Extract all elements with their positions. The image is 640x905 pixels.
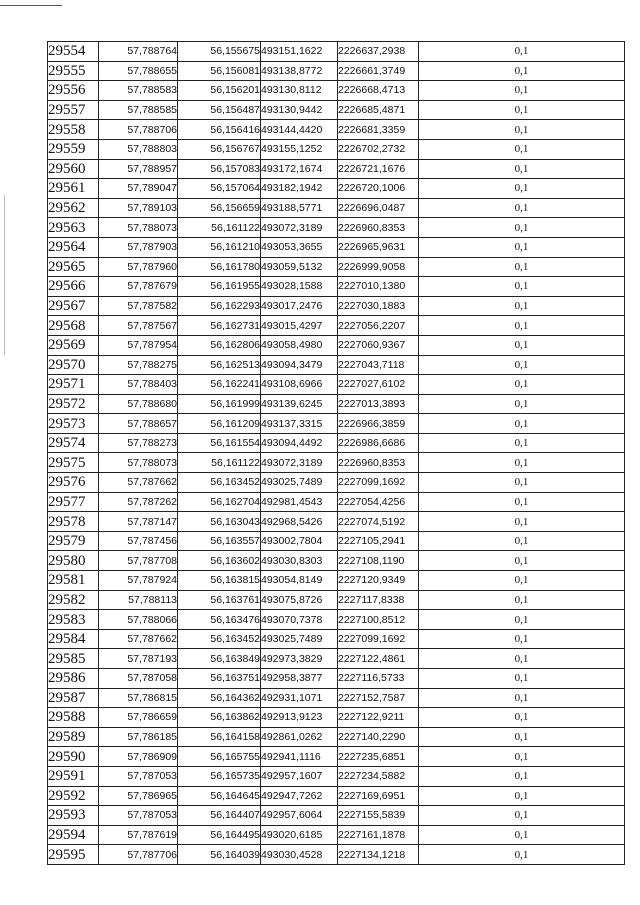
value-cell: 0,1	[419, 42, 625, 62]
point-number-cell: 29586	[48, 669, 99, 689]
y-coordinate-cell: 2227161,1878	[338, 825, 419, 845]
x-coordinate-cell: 493002,7804	[261, 531, 338, 551]
latitude-cell: 57,788403	[99, 375, 178, 395]
value-cell: 0,1	[419, 100, 625, 120]
value-cell: 0,1	[419, 473, 625, 493]
x-coordinate-cell: 493155,1252	[261, 139, 338, 159]
y-coordinate-cell: 2227013,3893	[338, 394, 419, 414]
value-cell: 0,1	[419, 747, 625, 767]
point-number-cell: 29572	[48, 394, 99, 414]
value-cell: 0,1	[419, 218, 625, 238]
table-row	[48, 649, 625, 669]
table-row	[48, 355, 625, 375]
latitude-cell: 57,788655	[99, 61, 178, 81]
y-coordinate-cell: 2227134,1218	[338, 845, 419, 865]
value-cell: 0,1	[419, 120, 625, 140]
value-cell: 0,1	[419, 492, 625, 512]
point-number-cell: 29590	[48, 747, 99, 767]
point-number-cell: 29561	[48, 179, 99, 199]
value-cell: 0,1	[419, 649, 625, 669]
value-cell: 0,1	[419, 727, 625, 747]
longitude-cell: 56,162704	[178, 492, 261, 512]
y-coordinate-cell: 2226960,8353	[338, 218, 419, 238]
value-cell: 0,1	[419, 708, 625, 728]
x-coordinate-cell: 492957,6064	[261, 806, 338, 826]
value-cell: 0,1	[419, 766, 625, 786]
y-coordinate-cell: 2226999,9058	[338, 257, 419, 277]
longitude-cell: 56,156201	[178, 81, 261, 101]
point-number-cell: 29557	[48, 100, 99, 120]
longitude-cell: 56,156081	[178, 61, 261, 81]
x-coordinate-cell: 493072,3189	[261, 453, 338, 473]
y-coordinate-cell: 2226960,8353	[338, 453, 419, 473]
y-coordinate-cell: 2227099,1692	[338, 473, 419, 493]
value-cell: 0,1	[419, 786, 625, 806]
longitude-cell: 56,164645	[178, 786, 261, 806]
x-coordinate-cell: 493054,8149	[261, 571, 338, 591]
x-coordinate-cell: 492958,3877	[261, 669, 338, 689]
table-row	[48, 257, 625, 277]
latitude-cell: 57,787903	[99, 237, 178, 257]
latitude-cell: 57,787567	[99, 316, 178, 336]
latitude-cell: 57,786909	[99, 747, 178, 767]
longitude-cell: 56,163862	[178, 708, 261, 728]
y-coordinate-cell: 2227120,9349	[338, 571, 419, 591]
point-number-cell: 29562	[48, 198, 99, 218]
value-cell: 0,1	[419, 571, 625, 591]
longitude-cell: 56,163751	[178, 669, 261, 689]
coordinates-table	[47, 41, 625, 865]
table-row	[48, 335, 625, 355]
table-row	[48, 845, 625, 865]
point-number-cell: 29588	[48, 708, 99, 728]
table-row	[48, 277, 625, 297]
table-row	[48, 629, 625, 649]
x-coordinate-cell: 493108,6966	[261, 375, 338, 395]
longitude-cell: 56,161999	[178, 394, 261, 414]
x-coordinate-cell: 493144,4420	[261, 120, 338, 140]
value-cell: 0,1	[419, 237, 625, 257]
table-row	[48, 179, 625, 199]
x-coordinate-cell: 492981,4543	[261, 492, 338, 512]
y-coordinate-cell: 2227234,5882	[338, 766, 419, 786]
x-coordinate-cell: 493151,1622	[261, 42, 338, 62]
longitude-cell: 56,162293	[178, 296, 261, 316]
y-coordinate-cell: 2226720,1006	[338, 179, 419, 199]
x-coordinate-cell: 493137,3315	[261, 414, 338, 434]
table-row	[48, 433, 625, 453]
x-coordinate-cell: 493138,8772	[261, 61, 338, 81]
x-coordinate-cell: 493030,8303	[261, 551, 338, 571]
x-coordinate-cell: 493020,6185	[261, 825, 338, 845]
x-coordinate-cell: 492931,1071	[261, 688, 338, 708]
table-row	[48, 531, 625, 551]
longitude-cell: 56,162513	[178, 355, 261, 375]
table-row	[48, 375, 625, 395]
longitude-cell: 56,165755	[178, 747, 261, 767]
table-row	[48, 766, 625, 786]
x-coordinate-cell: 493030,4528	[261, 845, 338, 865]
point-number-cell: 29576	[48, 473, 99, 493]
table-body	[48, 42, 625, 865]
latitude-cell: 57,787193	[99, 649, 178, 669]
longitude-cell: 56,161122	[178, 218, 261, 238]
value-cell: 0,1	[419, 669, 625, 689]
value-cell: 0,1	[419, 610, 625, 630]
point-number-cell: 29583	[48, 610, 99, 630]
latitude-cell: 57,788803	[99, 139, 178, 159]
y-coordinate-cell: 2226681,3359	[338, 120, 419, 140]
latitude-cell: 57,787053	[99, 766, 178, 786]
y-coordinate-cell: 2226721,1676	[338, 159, 419, 179]
point-number-cell: 29573	[48, 414, 99, 434]
table-row	[48, 786, 625, 806]
point-number-cell: 29581	[48, 571, 99, 591]
x-coordinate-cell: 492968,5426	[261, 512, 338, 532]
value-cell: 0,1	[419, 335, 625, 355]
value-cell: 0,1	[419, 159, 625, 179]
table-row	[48, 296, 625, 316]
y-coordinate-cell: 2227027,6102	[338, 375, 419, 395]
y-coordinate-cell: 2226986,6686	[338, 433, 419, 453]
longitude-cell: 56,156487	[178, 100, 261, 120]
longitude-cell: 56,163557	[178, 531, 261, 551]
latitude-cell: 57,787619	[99, 825, 178, 845]
longitude-cell: 56,161209	[178, 414, 261, 434]
x-coordinate-cell: 493094,3479	[261, 355, 338, 375]
table-row	[48, 218, 625, 238]
latitude-cell: 57,787708	[99, 551, 178, 571]
latitude-cell: 57,787147	[99, 512, 178, 532]
y-coordinate-cell: 2226702,2732	[338, 139, 419, 159]
point-number-cell: 29559	[48, 139, 99, 159]
table-row	[48, 42, 625, 62]
latitude-cell: 57,787262	[99, 492, 178, 512]
longitude-cell: 56,161554	[178, 433, 261, 453]
y-coordinate-cell: 2227140,2290	[338, 727, 419, 747]
table-row	[48, 492, 625, 512]
longitude-cell: 56,161780	[178, 257, 261, 277]
y-coordinate-cell: 2226668,4713	[338, 81, 419, 101]
y-coordinate-cell: 2227235,6851	[338, 747, 419, 767]
y-coordinate-cell: 2227155,5839	[338, 806, 419, 826]
longitude-cell: 56,161955	[178, 277, 261, 297]
y-coordinate-cell: 2227117,8338	[338, 590, 419, 610]
value-cell: 0,1	[419, 355, 625, 375]
y-coordinate-cell: 2227056,2207	[338, 316, 419, 336]
table-row	[48, 453, 625, 473]
y-coordinate-cell: 2227043,7118	[338, 355, 419, 375]
table-row	[48, 806, 625, 826]
value-cell: 0,1	[419, 453, 625, 473]
longitude-cell: 56,155675	[178, 42, 261, 62]
y-coordinate-cell: 2227010,1380	[338, 277, 419, 297]
value-cell: 0,1	[419, 590, 625, 610]
x-coordinate-cell: 492913,9123	[261, 708, 338, 728]
value-cell: 0,1	[419, 688, 625, 708]
y-coordinate-cell: 2227108,1190	[338, 551, 419, 571]
x-coordinate-cell: 493172,1674	[261, 159, 338, 179]
y-coordinate-cell: 2227074,5192	[338, 512, 419, 532]
latitude-cell: 57,787679	[99, 277, 178, 297]
latitude-cell: 57,788680	[99, 394, 178, 414]
point-number-cell: 29589	[48, 727, 99, 747]
value-cell: 0,1	[419, 198, 625, 218]
x-coordinate-cell: 493075,8726	[261, 590, 338, 610]
latitude-cell: 57,786965	[99, 786, 178, 806]
point-number-cell: 29569	[48, 335, 99, 355]
table-row	[48, 394, 625, 414]
point-number-cell: 29560	[48, 159, 99, 179]
latitude-cell: 57,787456	[99, 531, 178, 551]
value-cell: 0,1	[419, 825, 625, 845]
longitude-cell: 56,163602	[178, 551, 261, 571]
latitude-cell: 57,789047	[99, 179, 178, 199]
x-coordinate-cell: 493025,7489	[261, 629, 338, 649]
table-row	[48, 708, 625, 728]
y-coordinate-cell: 2227169,6951	[338, 786, 419, 806]
value-cell: 0,1	[419, 433, 625, 453]
point-number-cell: 29556	[48, 81, 99, 101]
y-coordinate-cell: 2227152,7587	[338, 688, 419, 708]
x-coordinate-cell: 493139,6245	[261, 394, 338, 414]
x-coordinate-cell: 492973,3829	[261, 649, 338, 669]
latitude-cell: 57,786185	[99, 727, 178, 747]
table-row	[48, 512, 625, 532]
x-coordinate-cell: 492957,1607	[261, 766, 338, 786]
table-row	[48, 120, 625, 140]
x-coordinate-cell: 493059,5132	[261, 257, 338, 277]
x-coordinate-cell: 493025,7489	[261, 473, 338, 493]
x-coordinate-cell: 493015,4297	[261, 316, 338, 336]
value-cell: 0,1	[419, 139, 625, 159]
x-coordinate-cell: 493028,1588	[261, 277, 338, 297]
y-coordinate-cell: 2227054,4256	[338, 492, 419, 512]
latitude-cell: 57,788585	[99, 100, 178, 120]
table-row	[48, 198, 625, 218]
table-row	[48, 590, 625, 610]
point-number-cell: 29580	[48, 551, 99, 571]
longitude-cell: 56,163452	[178, 629, 261, 649]
point-number-cell: 29565	[48, 257, 99, 277]
x-coordinate-cell: 492947,7262	[261, 786, 338, 806]
x-coordinate-cell: 493053,3655	[261, 237, 338, 257]
latitude-cell: 57,787053	[99, 806, 178, 826]
x-coordinate-cell: 493188,5771	[261, 198, 338, 218]
latitude-cell: 57,788957	[99, 159, 178, 179]
y-coordinate-cell: 2227099,1692	[338, 629, 419, 649]
value-cell: 0,1	[419, 806, 625, 826]
point-number-cell: 29579	[48, 531, 99, 551]
latitude-cell: 57,788073	[99, 218, 178, 238]
longitude-cell: 56,162806	[178, 335, 261, 355]
table-row	[48, 100, 625, 120]
latitude-cell: 57,787960	[99, 257, 178, 277]
value-cell: 0,1	[419, 316, 625, 336]
latitude-cell: 57,789103	[99, 198, 178, 218]
y-coordinate-cell: 2226696,0487	[338, 198, 419, 218]
table-row	[48, 316, 625, 336]
longitude-cell: 56,162731	[178, 316, 261, 336]
latitude-cell: 57,788583	[99, 81, 178, 101]
latitude-cell: 57,788113	[99, 590, 178, 610]
latitude-cell: 57,787662	[99, 473, 178, 493]
longitude-cell: 56,164362	[178, 688, 261, 708]
table-row	[48, 669, 625, 689]
value-cell: 0,1	[419, 81, 625, 101]
point-number-cell: 29567	[48, 296, 99, 316]
x-coordinate-cell: 493182,1942	[261, 179, 338, 199]
latitude-cell: 57,787954	[99, 335, 178, 355]
latitude-cell: 57,788764	[99, 42, 178, 62]
longitude-cell: 56,164158	[178, 727, 261, 747]
longitude-cell: 56,163476	[178, 610, 261, 630]
x-coordinate-cell: 493017,2476	[261, 296, 338, 316]
y-coordinate-cell: 2226965,9631	[338, 237, 419, 257]
value-cell: 0,1	[419, 531, 625, 551]
longitude-cell: 56,161210	[178, 237, 261, 257]
point-number-cell: 29566	[48, 277, 99, 297]
point-number-cell: 29587	[48, 688, 99, 708]
longitude-cell: 56,163452	[178, 473, 261, 493]
table-row	[48, 473, 625, 493]
point-number-cell: 29571	[48, 375, 99, 395]
value-cell: 0,1	[419, 375, 625, 395]
point-number-cell: 29555	[48, 61, 99, 81]
y-coordinate-cell: 2226637,2938	[338, 42, 419, 62]
table-row	[48, 61, 625, 81]
longitude-cell: 56,156659	[178, 198, 261, 218]
table-row	[48, 159, 625, 179]
x-coordinate-cell: 492941,1116	[261, 747, 338, 767]
y-coordinate-cell: 2227122,4861	[338, 649, 419, 669]
point-number-cell: 29570	[48, 355, 99, 375]
y-coordinate-cell: 2226661,3749	[338, 61, 419, 81]
longitude-cell: 56,162241	[178, 375, 261, 395]
latitude-cell: 57,788706	[99, 120, 178, 140]
value-cell: 0,1	[419, 512, 625, 532]
longitude-cell: 56,156416	[178, 120, 261, 140]
point-number-cell: 29575	[48, 453, 99, 473]
longitude-cell: 56,164039	[178, 845, 261, 865]
top-rule	[0, 5, 62, 6]
value-cell: 0,1	[419, 179, 625, 199]
point-number-cell: 29574	[48, 433, 99, 453]
scan-edge-mark	[4, 195, 5, 355]
table-row	[48, 747, 625, 767]
longitude-cell: 56,161122	[178, 453, 261, 473]
x-coordinate-cell: 493058,4980	[261, 335, 338, 355]
latitude-cell: 57,788273	[99, 433, 178, 453]
longitude-cell: 56,156767	[178, 139, 261, 159]
x-coordinate-cell: 493072,3189	[261, 218, 338, 238]
value-cell: 0,1	[419, 414, 625, 434]
longitude-cell: 56,157083	[178, 159, 261, 179]
longitude-cell: 56,165735	[178, 766, 261, 786]
point-number-cell: 29591	[48, 766, 99, 786]
latitude-cell: 57,786659	[99, 708, 178, 728]
y-coordinate-cell: 2227060,9367	[338, 335, 419, 355]
y-coordinate-cell: 2227100,8512	[338, 610, 419, 630]
value-cell: 0,1	[419, 61, 625, 81]
point-number-cell: 29595	[48, 845, 99, 865]
point-number-cell: 29592	[48, 786, 99, 806]
table-row	[48, 139, 625, 159]
latitude-cell: 57,788066	[99, 610, 178, 630]
value-cell: 0,1	[419, 394, 625, 414]
longitude-cell: 56,164407	[178, 806, 261, 826]
point-number-cell: 29577	[48, 492, 99, 512]
point-number-cell: 29594	[48, 825, 99, 845]
latitude-cell: 57,787924	[99, 571, 178, 591]
y-coordinate-cell: 2226685,4871	[338, 100, 419, 120]
point-number-cell: 29554	[48, 42, 99, 62]
point-number-cell: 29558	[48, 120, 99, 140]
table-row	[48, 414, 625, 434]
value-cell: 0,1	[419, 296, 625, 316]
longitude-cell: 56,164495	[178, 825, 261, 845]
value-cell: 0,1	[419, 629, 625, 649]
y-coordinate-cell: 2227122,9211	[338, 708, 419, 728]
table-row	[48, 610, 625, 630]
latitude-cell: 57,787582	[99, 296, 178, 316]
table-row	[48, 81, 625, 101]
latitude-cell: 57,787662	[99, 629, 178, 649]
x-coordinate-cell: 493130,9442	[261, 100, 338, 120]
table-row	[48, 571, 625, 591]
point-number-cell: 29593	[48, 806, 99, 826]
longitude-cell: 56,163043	[178, 512, 261, 532]
table-row	[48, 727, 625, 747]
latitude-cell: 57,787058	[99, 669, 178, 689]
x-coordinate-cell: 493070,7378	[261, 610, 338, 630]
value-cell: 0,1	[419, 845, 625, 865]
y-coordinate-cell: 2226966,3859	[338, 414, 419, 434]
longitude-cell: 56,163761	[178, 590, 261, 610]
table-row	[48, 688, 625, 708]
longitude-cell: 56,163849	[178, 649, 261, 669]
latitude-cell: 57,788073	[99, 453, 178, 473]
point-number-cell: 29568	[48, 316, 99, 336]
point-number-cell: 29582	[48, 590, 99, 610]
point-number-cell: 29563	[48, 218, 99, 238]
table-row	[48, 825, 625, 845]
longitude-cell: 56,157064	[178, 179, 261, 199]
point-number-cell: 29564	[48, 237, 99, 257]
y-coordinate-cell: 2227105,2941	[338, 531, 419, 551]
value-cell: 0,1	[419, 257, 625, 277]
latitude-cell: 57,788275	[99, 355, 178, 375]
latitude-cell: 57,786815	[99, 688, 178, 708]
point-number-cell: 29584	[48, 629, 99, 649]
value-cell: 0,1	[419, 551, 625, 571]
table-row	[48, 237, 625, 257]
point-number-cell: 29585	[48, 649, 99, 669]
x-coordinate-cell: 493094,4492	[261, 433, 338, 453]
point-number-cell: 29578	[48, 512, 99, 532]
x-coordinate-cell: 492861,0262	[261, 727, 338, 747]
longitude-cell: 56,163815	[178, 571, 261, 591]
y-coordinate-cell: 2227116,5733	[338, 669, 419, 689]
table-row	[48, 551, 625, 571]
latitude-cell: 57,787706	[99, 845, 178, 865]
y-coordinate-cell: 2227030,1883	[338, 296, 419, 316]
latitude-cell: 57,788657	[99, 414, 178, 434]
x-coordinate-cell: 493130,8112	[261, 81, 338, 101]
value-cell: 0,1	[419, 277, 625, 297]
